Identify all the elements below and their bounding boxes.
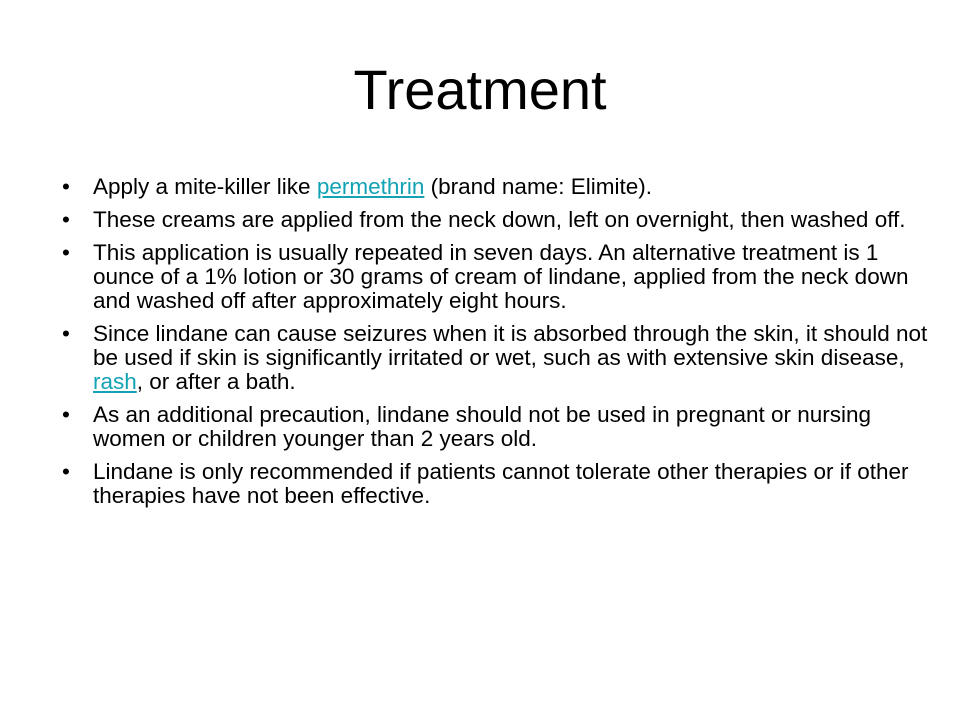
permethrin-link[interactable]: permethrin bbox=[316, 174, 425, 199]
bullet-text: , or after a bath. bbox=[136, 369, 296, 394]
bullet-text: These creams are applied from the neck down, left on overnight, then washed off. bbox=[93, 207, 906, 232]
bullet-text: As an additional precaution, lindane should not be used in pregnant or nursing women or children younger than 2 years old. bbox=[93, 402, 872, 451]
bullet-marker: • bbox=[62, 207, 70, 232]
bullet-list bbox=[62, 175, 932, 517]
bullet-marker: • bbox=[62, 174, 70, 199]
bullet-item-permethrin bbox=[62, 175, 932, 199]
bullet-item-repeat bbox=[62, 241, 932, 313]
bullet-item-recommendation bbox=[62, 460, 932, 508]
bullet-text: Lindane is only recommended if patients cannot tolerate other therapies or if other therapies have not been effective. bbox=[93, 459, 909, 508]
bullet-item-application bbox=[62, 208, 932, 232]
bullet-marker: • bbox=[62, 240, 70, 265]
bullet-marker: • bbox=[62, 321, 70, 346]
bullet-marker: • bbox=[62, 459, 70, 484]
bullet-text: This application is usually repeated in seven days. An alternative treatment is 1 ounce of a 1% lotion or 30 grams of cream of lindane, applied from the neck down and washed off after approximately eight hours. bbox=[93, 240, 909, 313]
bullet-item-precaution bbox=[62, 403, 932, 451]
bullet-marker: • bbox=[62, 402, 70, 427]
bullet-text: Since lindane can cause seizures when it is absorbed through the skin, it should not be used if skin is significantly irritated or wet, such as with extensive skin disease, bbox=[93, 321, 928, 370]
bullet-item-seizures bbox=[62, 322, 932, 394]
bullet-text: (brand name: Elimite). bbox=[424, 174, 652, 199]
slide-title: Treatment bbox=[353, 58, 607, 121]
bullet-text: Apply a mite-killer like bbox=[93, 174, 317, 199]
rash-link[interactable]: rash bbox=[93, 369, 137, 394]
